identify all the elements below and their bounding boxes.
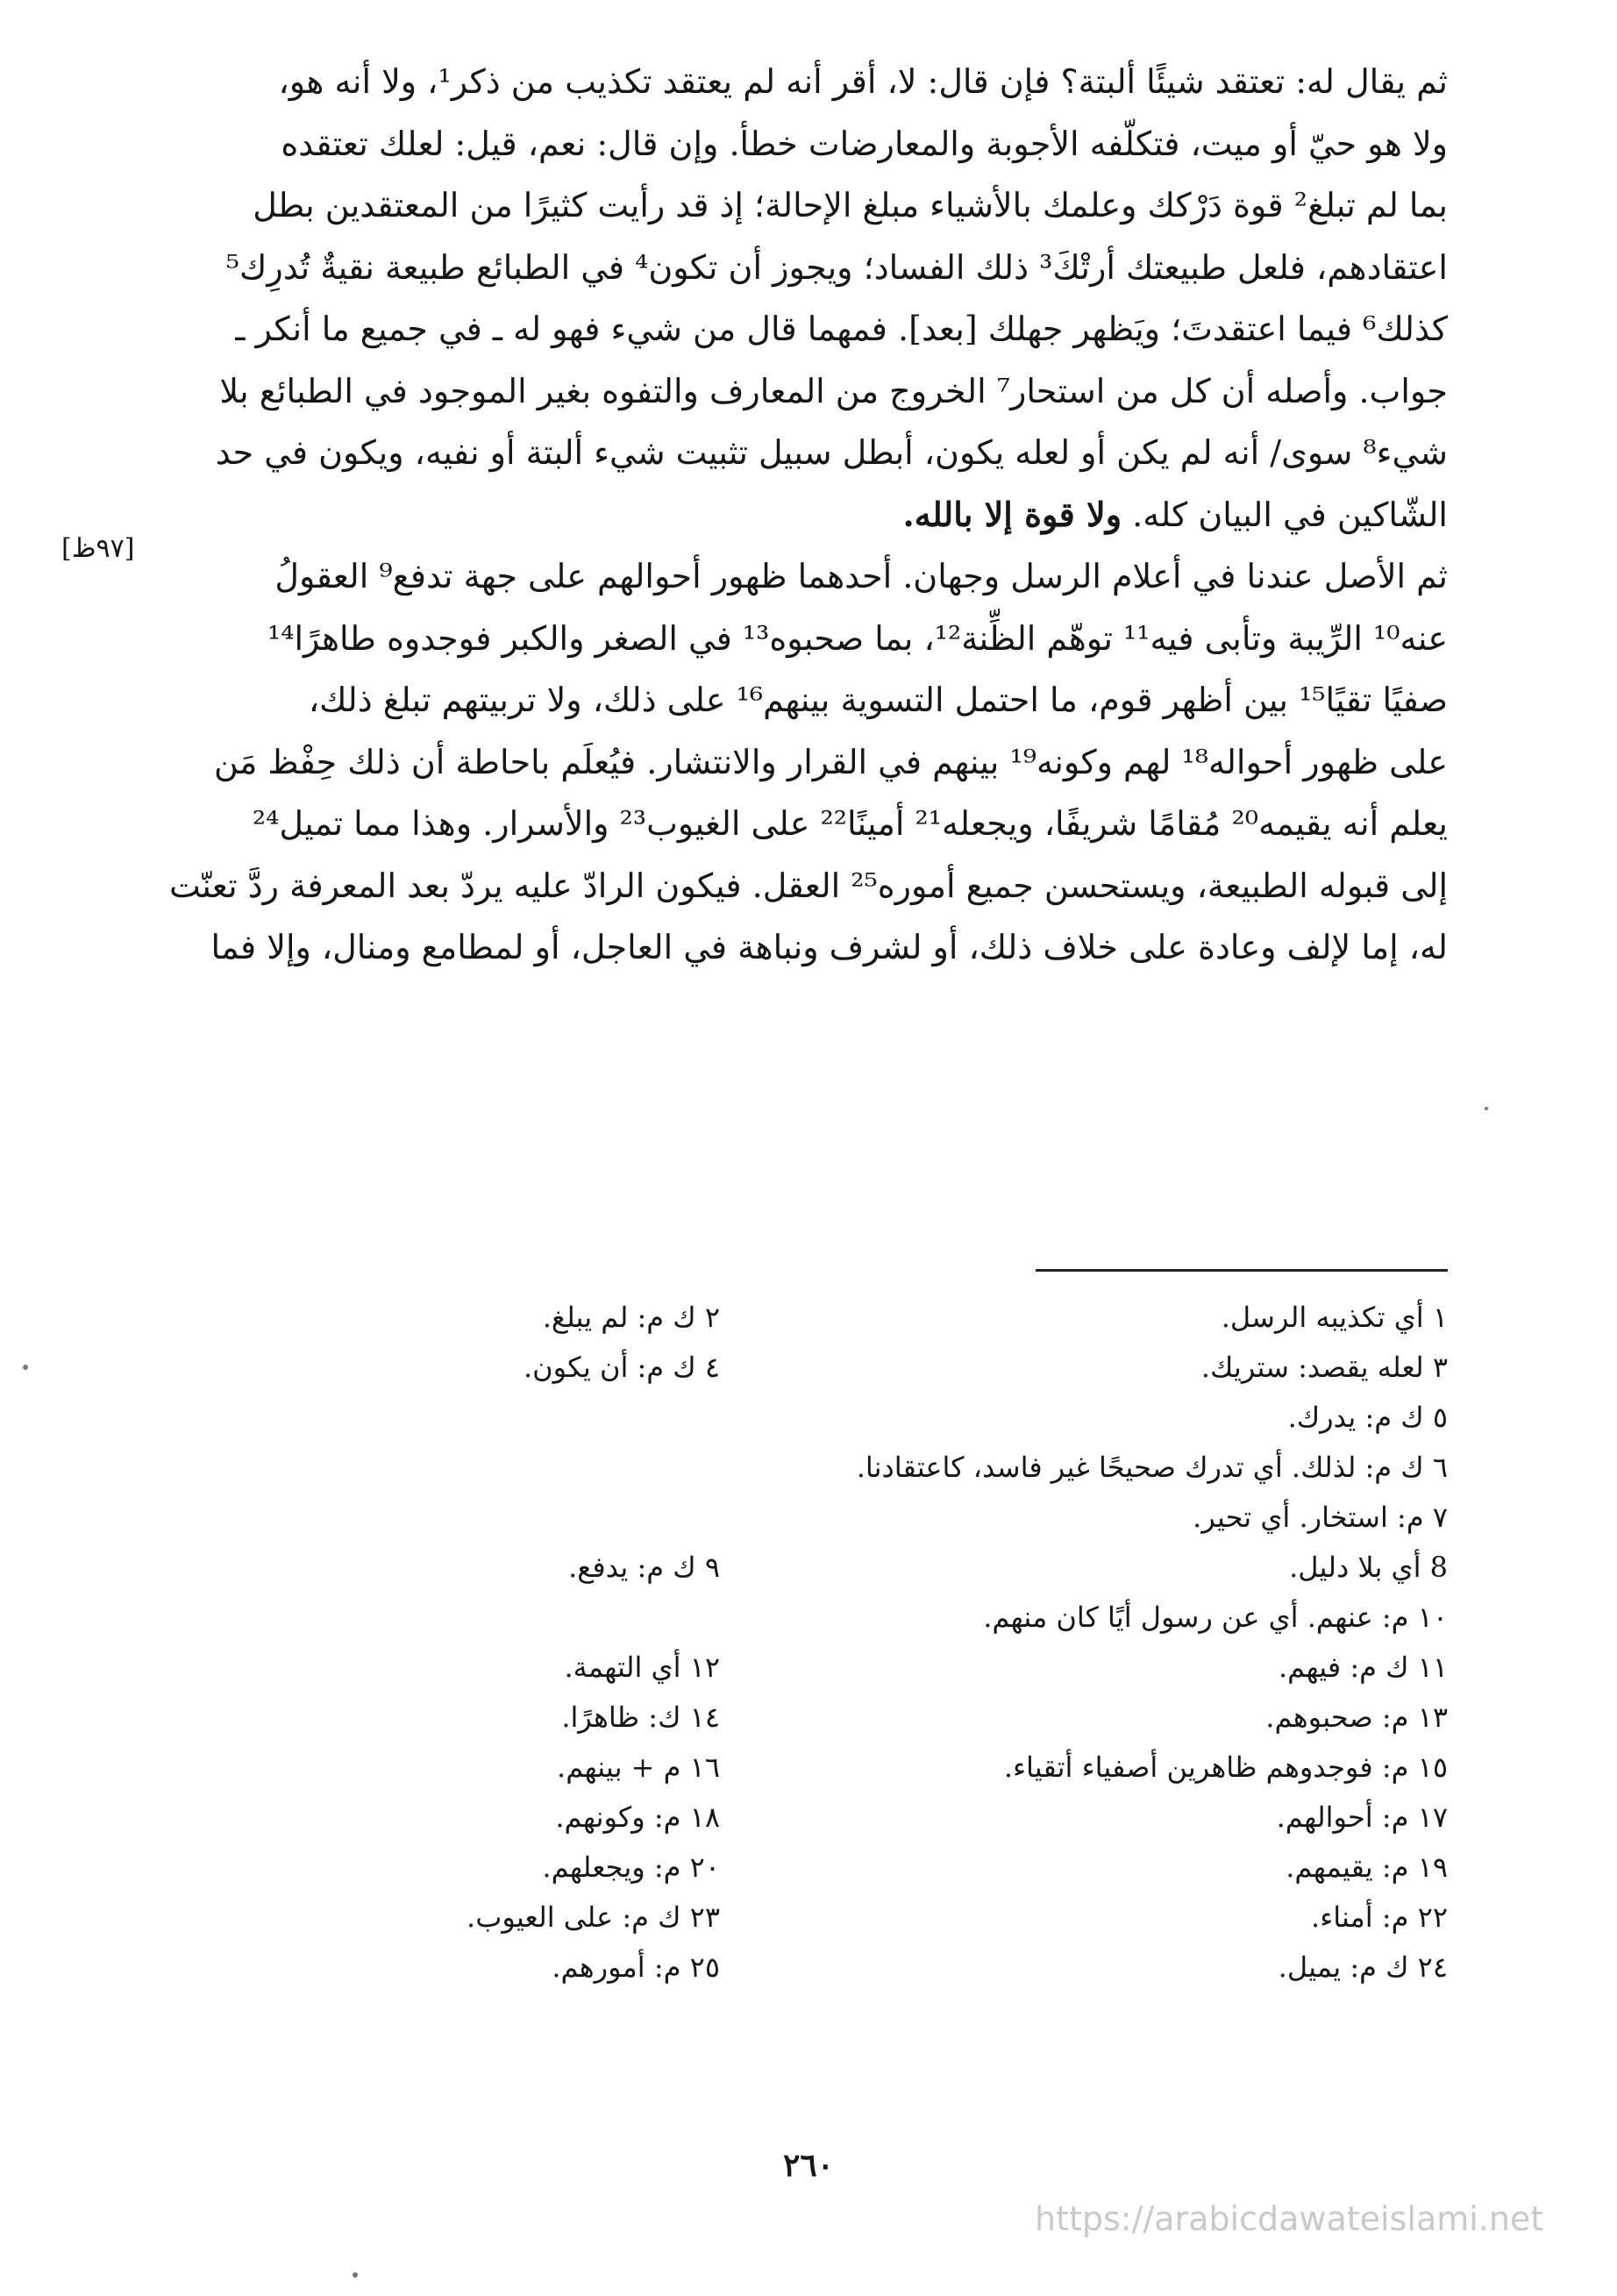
footnote-row	[167, 1543, 1448, 1593]
body-line: ثم يقال له: تعتقد شيئًا ألبتة؟ فإن قال: لا، أقر أنه لم يعتقد تكذيب من ذكر¹، ولا أنه هو،	[278, 62, 1448, 101]
body-line: اعتقادهم، فلعل طبيعتك أرتْكَ³ ذلك الفساد؛ ويجوز أن تكون⁴ في الطبائع طبيعة نقيةٌ تُدرِك⁵	[225, 247, 1448, 287]
footnote-row	[167, 1393, 1448, 1443]
footnote-entry: ١ أي تكذيبه الرسل.	[1221, 1301, 1448, 1334]
closing-phrase: ولا قوة إلا بالله.	[902, 494, 1122, 534]
scan-speck	[353, 2272, 358, 2278]
footnote-row	[167, 1793, 1448, 1843]
footnote-entry: ١٧ م: أحوالهم.	[1276, 1800, 1448, 1834]
footnote-row	[167, 1443, 1448, 1493]
footnote-entry: 8 أي بلا دليل.	[1289, 1551, 1448, 1584]
body-line: يعلم أنه يقيمه²⁰ مُقامًا شريفًا، ويجعله²¹ أمينًا²² على الغيوب²³ والأسرار. وهذا مما تميل²⁴	[252, 804, 1448, 843]
body-line-with-closing	[167, 484, 1448, 546]
footnote-entry	[167, 1393, 720, 1443]
footnote-row	[167, 1943, 1448, 1993]
footnote-row	[167, 1843, 1448, 1893]
footnote-row	[167, 1493, 1448, 1543]
body-line: الشّاكين في البيان كله.	[1132, 495, 1448, 534]
footnote-entry	[167, 1443, 720, 1493]
footnote-entry: ٢٣ ك م: على العيوب.	[467, 1900, 720, 1934]
footnote-entry: ٢٤ ك م: يميل.	[1278, 1950, 1448, 1984]
body-line: إلى قبوله الطبيعة، ويستحسن جميع أموره²⁵ العقل. فيكون الرادّ عليه يردّ بعد المعرفة ردَّ تعنّت	[168, 866, 1448, 905]
footnote-entry: ٧ م: استخار. أي تحير.	[1193, 1501, 1448, 1534]
footnote-entry: ٢٥ م: أمورهم.	[552, 1950, 720, 1984]
footnote-row	[167, 1743, 1448, 1793]
footnote-entry: ١٠ م: عنهم. أي عن رسول أيًا كان منهم.	[983, 1601, 1448, 1634]
footnote-row	[167, 1293, 1448, 1343]
footnote-entry: ١٨ م: وكونهم.	[555, 1800, 720, 1834]
main-body-text	[167, 51, 1448, 979]
footnote-row	[167, 1643, 1448, 1693]
footnote-entry: ٣ لعله يقصد: ستريك.	[1200, 1351, 1448, 1384]
footnote-entry	[167, 1593, 720, 1643]
footnote-row	[167, 1893, 1448, 1943]
body-line: على ظهور أحواله¹⁸ لهم وكونه¹⁹ بينهم في القرار والانتشار. فيُعلَم باحاطة أن ذلك حِفْظ مَن	[214, 742, 1448, 781]
footnote-row	[167, 1593, 1448, 1643]
footnote-entry: ٥ ك م: يدرك.	[1287, 1401, 1448, 1434]
footnote-entry	[167, 1493, 720, 1543]
footnote-entry: ٩ ك م: يدفع.	[568, 1551, 720, 1584]
footnote-entry: ١٥ م: فوجدوهم ظاهرين أصفياء أتقياء.	[1003, 1751, 1448, 1784]
body-line: ولا هو حيّ أو ميت، فتكلّفه الأجوبة والمعارضات خطأ. وإن قال: نعم، قيل: لعلك تعتقده	[281, 124, 1448, 163]
page-number: ٢٦٠	[782, 2147, 834, 2184]
footnote-entry: ٢٢ م: أمناء.	[1311, 1900, 1448, 1934]
footnotes-section	[167, 1293, 1448, 1993]
body-line: جواب. وأصله أن كل من استحار⁷ الخروج من المعارف والتفوه بغير الموجود في الطبائع بلا	[219, 371, 1448, 410]
body-line: شيء⁸ سوى/ أنه لم يكن أو لعله يكون، أبطل سبيل تثبيت شيء ألبتة أو نفيه، ويكون في حد	[215, 433, 1448, 472]
footnote-entry: ١٩ م: يقيمهم.	[1286, 1850, 1448, 1884]
footnote-row	[167, 1343, 1448, 1393]
body-line: بما لم تبلغ² قوة دَرْكك وعلمك بالأشياء مبلغ الإحالة؛ إذ قد رأيت كثيرًا من المعتقدين بطل	[253, 186, 1448, 225]
scan-speck	[1485, 1107, 1488, 1110]
body-line: ثم الأصل عندنا في أعلام الرسل وجهان. أحدهما ظهور أحوالهم على جهة تدفع⁹ العقولُ	[274, 557, 1448, 595]
footnote-divider	[1036, 1269, 1448, 1272]
body-line: له، إما لإلف وعادة على خلاف ذلك، أو لشرف ونباهة في العاجل، أو لمطامع ومنال، وإلا فما	[210, 928, 1448, 966]
manuscript-folio-marker: [٩٧ظ]	[61, 533, 135, 564]
footnote-entry: ٤ ك م: أن يكون.	[523, 1351, 720, 1384]
body-line: كذلك⁶ فيما اعتقدتَ؛ ويَظهر جهلك [بعد]. فمهما قال من شيء فهو له ـ في جميع ما أنكر ـ	[235, 310, 1448, 348]
footnote-entry: ١٣ م: صحبوهم.	[1265, 1701, 1448, 1734]
footnote-row	[167, 1693, 1448, 1743]
footnote-entry: ٦ ك م: لذلك. أي تدرك صحيحًا غير فاسد، كاعتقادنا.	[856, 1451, 1448, 1484]
body-line: صفيًا تقيًا¹⁵ بين أظهر قوم، ما احتمل التسوية بينهم¹⁶ على ذلك، ولا تربيتهم تبلغ ذلك،	[308, 681, 1448, 719]
footnote-entry: ٢٠ م: ويجعلهم.	[542, 1850, 720, 1884]
footnote-entry: ١١ ك م: فيهم.	[1278, 1651, 1448, 1684]
footnote-entry: ٢ ك م: لم يبلغ.	[542, 1301, 720, 1334]
footnote-entry: ١٦ م + بينهم.	[557, 1751, 720, 1784]
scan-speck	[23, 1365, 28, 1370]
footnote-entry: ١٢ أي التهمة.	[564, 1651, 720, 1684]
body-line: عنه¹⁰ الرِّيبة وتأبى فيه¹¹ توهّم الظِّنة¹²، بما صحبوه¹³ في الصغر والكبر فوجدوه طاهرًا¹⁴	[267, 618, 1448, 658]
source-url-watermark: https://arabicdawateislami.net	[1035, 2200, 1544, 2238]
footnote-entry: ١٤ ك: ظاهرًا.	[561, 1701, 720, 1734]
